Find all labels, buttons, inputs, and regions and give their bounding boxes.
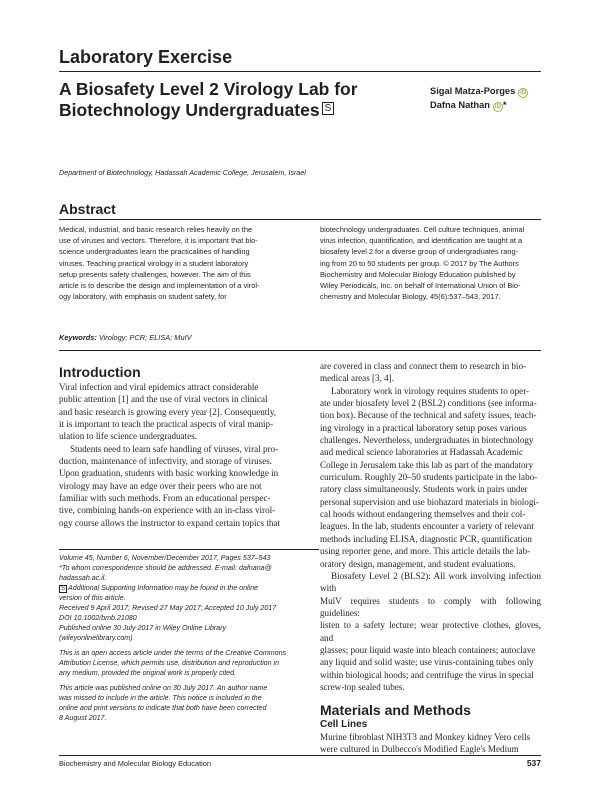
author (430, 84, 565, 98)
text-line: ratory class simultaneously. Students work in pairs under (320, 484, 528, 495)
abstract-rule (59, 219, 541, 220)
text-line: ate under biosafety level 2 (BSL2) conditions (see informa- (320, 398, 537, 409)
orcid-icon[interactable]: iD (494, 104, 501, 110)
supporting-info-text: Additional Supporting Information may be found in the online (68, 584, 259, 592)
text-line: personal supervision and use biohazard materials in biologi- (320, 496, 539, 507)
text-line: biotechnology undergraduates. Cell culture techniques, animal (320, 225, 525, 234)
text-line: Murine fibroblast NIH3T3 and Monkey kidney Vero cells (320, 732, 531, 742)
text-line: use of viruses and vectors. Therefore, it is important that bio- (59, 236, 258, 246)
text-line: were cultured in Dulbecco's Modified Eagle's Medium (320, 744, 519, 755)
author-list (430, 84, 565, 112)
section-label: Laboratory Exercise (59, 47, 233, 67)
text-line: chemistry and Molecular Biology, 45(6):537–543, 2017. (320, 292, 501, 302)
text-line: Biosafety Level 2 (BLS2): All work involving infection with (320, 570, 541, 594)
text-line: and medical science laboratories at Hadassah Academic (320, 447, 524, 458)
abstract-right-column (320, 224, 541, 302)
text-line: ing virology in a practical laboratory setup poses various (320, 422, 527, 433)
erratum-line: This article was published online on 30 July 2017. An author name (59, 684, 268, 692)
header-rule (59, 71, 541, 72)
orcid-icon[interactable]: iD (520, 90, 527, 96)
methods-text (320, 731, 541, 756)
correspondence-note: *To whom correspondence should be addressed. E-mail: dafnana@ (59, 564, 272, 572)
keywords-list: Virology; PCR; ELISA; MuIV (98, 333, 192, 342)
erratum-line: was missed to include in the article. This notice is included in the (59, 694, 262, 702)
text-line: MulV requires students to comply with following guidelines: (320, 595, 541, 618)
article-title (59, 79, 409, 121)
license-line: Attribution License, which permits use, distribution and reproduction in (59, 659, 280, 667)
abstract-heading: Abstract (59, 201, 116, 217)
author-name: Dafna Nathan (430, 100, 490, 110)
erratum-line: online and print versions to indicate that both have been corrected (59, 704, 267, 712)
text-line: ogy course allows the instructor to expand certain topics that (59, 517, 280, 528)
text-line: curriculum. Roughly 20–50 students participate in the labo- (320, 472, 538, 483)
text-line: Biochemistry and Molecular Biology Education published by (320, 269, 516, 279)
page-number: 537 (526, 758, 541, 768)
published-online: Published online 30 July 2017 in Wiley Online Library (59, 624, 227, 632)
text-line: methods including ELISA, diagnostic PCR, quantification (320, 533, 532, 544)
text-line: College in Jerusalem take this lab as part of the mandatory (320, 459, 534, 470)
text-line: duction, maintenance of infectivity, and storage of viruses. (59, 456, 273, 467)
text-line: Medical, industrial, and basic research relies heavily on the (59, 225, 253, 234)
text-line: ogy laboratory, with emphasis on student safety, for (59, 292, 227, 302)
text-line: challenges. Nevertheless, undergraduates in biotechnology (320, 435, 534, 446)
author (430, 98, 565, 112)
supporting-info-note (59, 583, 319, 593)
doi[interactable]: DOI 10.1002/bmb.21080 (59, 614, 137, 622)
text-line: Wiley Periodicals, Inc. on behalf of International Union of Bio- (320, 281, 521, 291)
text-line: ulation to life science undergraduates. (59, 431, 197, 442)
text-line: any liquid and solid waste; use virus-containing tubes only (320, 657, 534, 668)
text-line: Upon graduation, students with basic working knowledge in (59, 468, 279, 479)
text-line: biosafety level 2 for a diverse group of undergraduates rang- (320, 247, 519, 257)
journal-name: Biochemistry and Molecular Biology Education (59, 759, 211, 768)
text-line: virus infection, quantification, and identification are taught at a (320, 236, 523, 246)
correspondence-email[interactable]: hadassah.ac.il. (59, 574, 107, 582)
article-notes (59, 553, 319, 723)
text-line: it is important to teach the practical aspects of viral manip- (59, 419, 274, 430)
corresponding-mark: * (502, 100, 507, 110)
volume-info: Volume 45, Number 6, November/December 2017, Pages 537–543 (59, 554, 271, 562)
introduction-heading: Introduction (59, 364, 141, 380)
notes-rule (59, 549, 319, 550)
supporting-info-text: version of this article. (59, 594, 126, 602)
supplement-marker[interactable]: S (322, 102, 335, 115)
license-line: any medium, provided the original work is properly cited. (59, 669, 237, 677)
text-line: tion box). Because of the technical and safety issues, teach- (320, 410, 537, 421)
license-line: This is an open access article under the terms of the Creative Commons (59, 649, 287, 657)
text-line: and basic research is growing every year [2]. Consequently, (59, 406, 277, 417)
article-title-text: A Biosafety Level 2 Virology Lab for Biotechnology Undergraduates (59, 79, 358, 120)
introduction-right-column (320, 360, 541, 693)
history-dates: Received 9 April 2017; Revised 27 May 2017; Accepted 10 July 2017 (59, 604, 277, 612)
text-line: oratory design, management, and student evaluations. (320, 558, 516, 569)
keywords-label: Keywords: (59, 333, 97, 342)
text-line: article is to describe the design and implementation of a virol- (59, 281, 260, 291)
text-line: Students need to learn safe handling of viruses, viral pro- (70, 443, 279, 454)
text-line: Viral infection and viral epidemics attract considerable (59, 382, 259, 392)
affiliation: Department of Biotechnology, Hadassah Academic College, Jerusalem, Israel (59, 168, 306, 177)
introduction-left-column (59, 381, 308, 529)
text-line: science undergraduates learn the practicalities of handling (59, 247, 250, 257)
text-line: Laboratory work in virology requires students to oper- (331, 385, 530, 396)
keywords (59, 333, 192, 342)
text-line: screw-top sealed tubes. (320, 681, 405, 692)
footer-rule (59, 755, 541, 756)
erratum-line: 8 August 2017. (59, 714, 107, 722)
text-line: cal hoods without endangering themselves and their col- (320, 509, 526, 520)
text-line: familiar with such methods. From an educational perspec- (59, 493, 271, 504)
text-line: are covered in class and connect them to research in bio- (320, 361, 527, 371)
text-line: ing from 20 to 50 students per group. © 2017 by The Authors (320, 258, 519, 268)
text-line: tive, combining hands-on experience with an in-class virol- (59, 505, 276, 516)
abstract-left-column (59, 224, 308, 302)
text-line: virology may have an edge over their peers who are not (59, 480, 262, 491)
text-line: glasses; pour liquid waste into bleach containers; autoclave (320, 644, 536, 655)
cell-lines-subheading: Cell Lines (320, 719, 368, 730)
methods-heading: Materials and Methods (320, 702, 471, 718)
keywords-rule (59, 350, 541, 351)
text-line: medical areas [3, 4]. (320, 373, 394, 384)
text-line: using reporter gene, and more. This article details the lab- (320, 546, 531, 557)
text-line: listen to a safety lecture; wear protective clothes, gloves, and (320, 620, 541, 643)
author-name: Sigal Matza-Porges (430, 86, 516, 96)
text-line: setup presents safety challenges, however. The aim of this (59, 269, 251, 279)
text-line: leagues. In the lab, students encounter a variety of relevant (320, 521, 534, 532)
text-line: public attention [1] and the use of viral vectors in clinical (59, 394, 268, 405)
text-line: within biological hoods; and centrifuge the virus in special (320, 669, 534, 680)
text-line: viruses. Teaching practical virology in a student laboratory (59, 258, 249, 268)
supplement-marker: S (61, 586, 66, 592)
library-link[interactable]: (wileyonlinelibrary.com) (59, 634, 133, 642)
